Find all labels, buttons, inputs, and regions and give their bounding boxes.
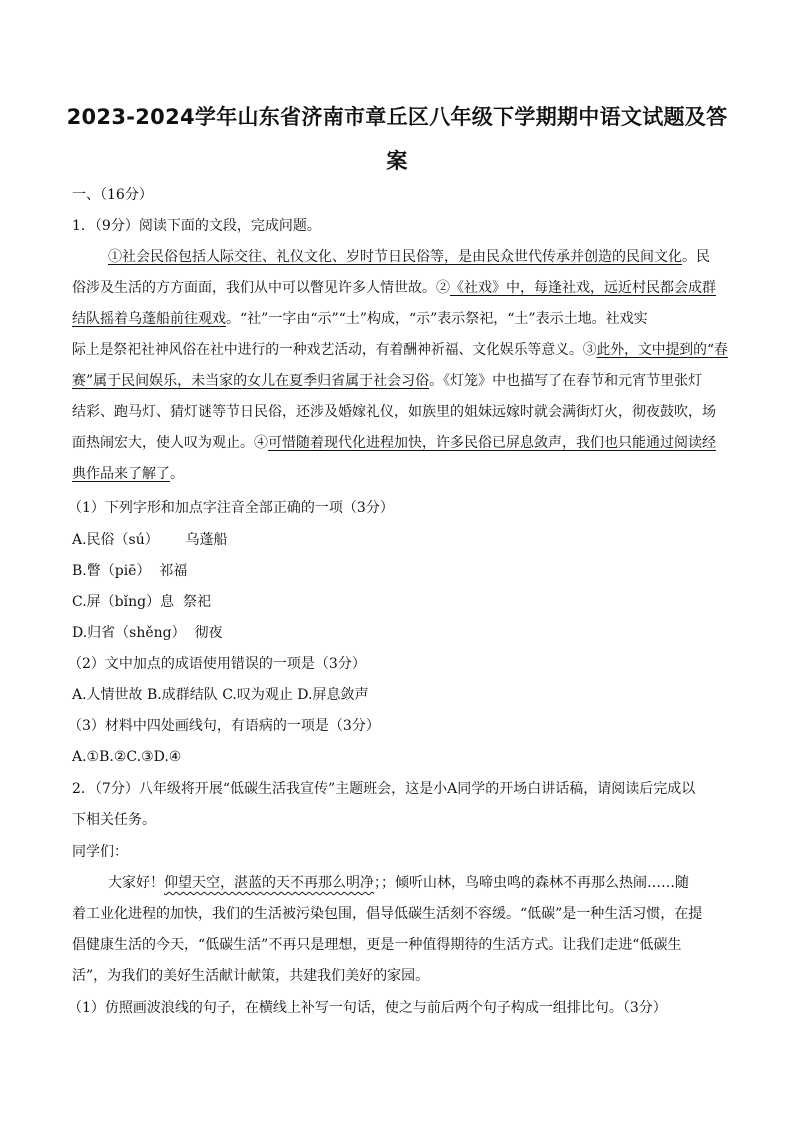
speech-text: 大家好！ bbox=[108, 875, 164, 891]
sub-question-2-options: A.人情世故 B.成群结队 C.叹为观止 D.屏息敛声 bbox=[72, 687, 369, 703]
passage-text: 面热闹宏大，使人叹为观止。④ bbox=[72, 435, 268, 451]
option-a: A.民俗（sú） 乌蓬船 bbox=[72, 532, 228, 548]
sub-question-3-options: A.①B.②C.③D.④ bbox=[72, 749, 182, 765]
section-heading: 一、（16分） bbox=[72, 187, 153, 203]
sub-question-4: （1）仿照画波浪线的句子，在横线上补写一句话，使之与前后两个句子构成一组排比句。（3分） bbox=[68, 1000, 667, 1016]
passage-line bbox=[72, 278, 716, 298]
sub-question-3: （3）材料中四处画线句，有语病的一项是（3分） bbox=[68, 718, 380, 734]
passage-line bbox=[72, 309, 648, 329]
underlined-sentence-4: 可惜随着现代化进程加快，许多民俗已屏息敛声，我们也只能通过阅读经 bbox=[268, 435, 716, 451]
underlined-sentence-2-cont: 结队摇着乌蓬船前往观戏 bbox=[72, 311, 226, 327]
passage-text: 俗涉及生活的方方面面，我们从中可以瞥见许多人情世故。② bbox=[72, 280, 450, 296]
speech-line: 着工业化进程的加快，我们的生活被污染包围，倡导低碳生活刻不容缓。“低碳”是一种生活习惯，在提 bbox=[72, 906, 703, 922]
underlined-sentence-1: ①社会民俗包括人际交往、礼仪文化、岁时节日民俗等，是由民众世代传承并创造的民间文化 bbox=[108, 249, 682, 265]
passage-text: 。《灯笼》中也描写了在春节和元宵节里张灯 bbox=[429, 373, 703, 389]
question-1-heading: 1．（9分）阅读下面的文段，完成问题。 bbox=[72, 218, 321, 234]
option-c: C.屏（bǐng）息 祭祀 bbox=[72, 594, 211, 610]
passage-line: 结彩、跑马灯、猜灯谜等节日民俗，还涉及婚嫁礼仪，如族里的姐妹远嫁时就会满街灯火，彻夜鼓吹，场 bbox=[72, 404, 716, 420]
underlined-sentence-3-cont: 赛”属于民间娱乐，未当家的女儿在夏季归省属于社会习俗 bbox=[72, 373, 430, 389]
speech-line bbox=[108, 873, 689, 893]
speech-greeting: 同学们： bbox=[72, 844, 128, 860]
page-title-continued: 案 bbox=[386, 149, 408, 173]
underlined-sentence-2: 《社戏》中，每逢社戏，远近村民都会成群 bbox=[450, 280, 716, 296]
passage-text: 。“社”一字由“示”“土”构成，“示”表示祭祀，“土”表示土地。社戏实 bbox=[226, 311, 648, 327]
option-b: B.瞥（piē） 祁福 bbox=[72, 563, 188, 579]
passage-line bbox=[72, 433, 716, 453]
underlined-sentence-3: 此外，文中提到的“春 bbox=[596, 342, 728, 358]
speech-line: 活”，为我们的美好生活献计献策，共建我们美好的家园。 bbox=[72, 968, 430, 984]
passage-text: 。 bbox=[170, 466, 184, 482]
passage-line bbox=[72, 340, 728, 360]
underlined-sentence-4-cont: 典作品来了解了 bbox=[72, 466, 170, 482]
question-2-heading-cont: 下相关任务。 bbox=[72, 812, 156, 828]
speech-text: ；；倾听山林，鸟啼虫鸣的森林不再那么热闹……随 bbox=[374, 875, 689, 891]
sub-question-2: （2）文中加点的成语使用错误的一项是（3分） bbox=[68, 656, 366, 672]
passage-text: 。民 bbox=[682, 249, 710, 265]
option-d: D.归省（shěng） 彻夜 bbox=[72, 625, 223, 641]
passage-text: 际上是祭祀社神风俗在社中进行的一种戏艺活动，有着酬神祈福、文化娱乐等意义。③ bbox=[72, 342, 597, 358]
passage-line bbox=[72, 464, 184, 484]
question-2-heading: 2．（7分）八年级将开展“低碳生活我宣传”主题班会，这是小A同学的开场白讲话稿，请阅读后完成以 bbox=[72, 781, 696, 797]
passage-line bbox=[72, 371, 702, 391]
sub-question-1: （1）下列字形和加点字注音全部正确的一项（3分） bbox=[68, 500, 394, 516]
speech-line: 倡健康生活的今天，“低碳生活”不再只是理想，更是一种值得期待的生活方式。让我们走进“低碳生 bbox=[72, 937, 682, 953]
page-title: 2023-2024学年山东省济南市章丘区八年级下学期期中语文试题及答 bbox=[66, 105, 728, 129]
passage-line bbox=[108, 247, 710, 267]
wavy-underlined-sentence: 仰望天空，湛蓝的天不再那么明净 bbox=[164, 875, 374, 891]
